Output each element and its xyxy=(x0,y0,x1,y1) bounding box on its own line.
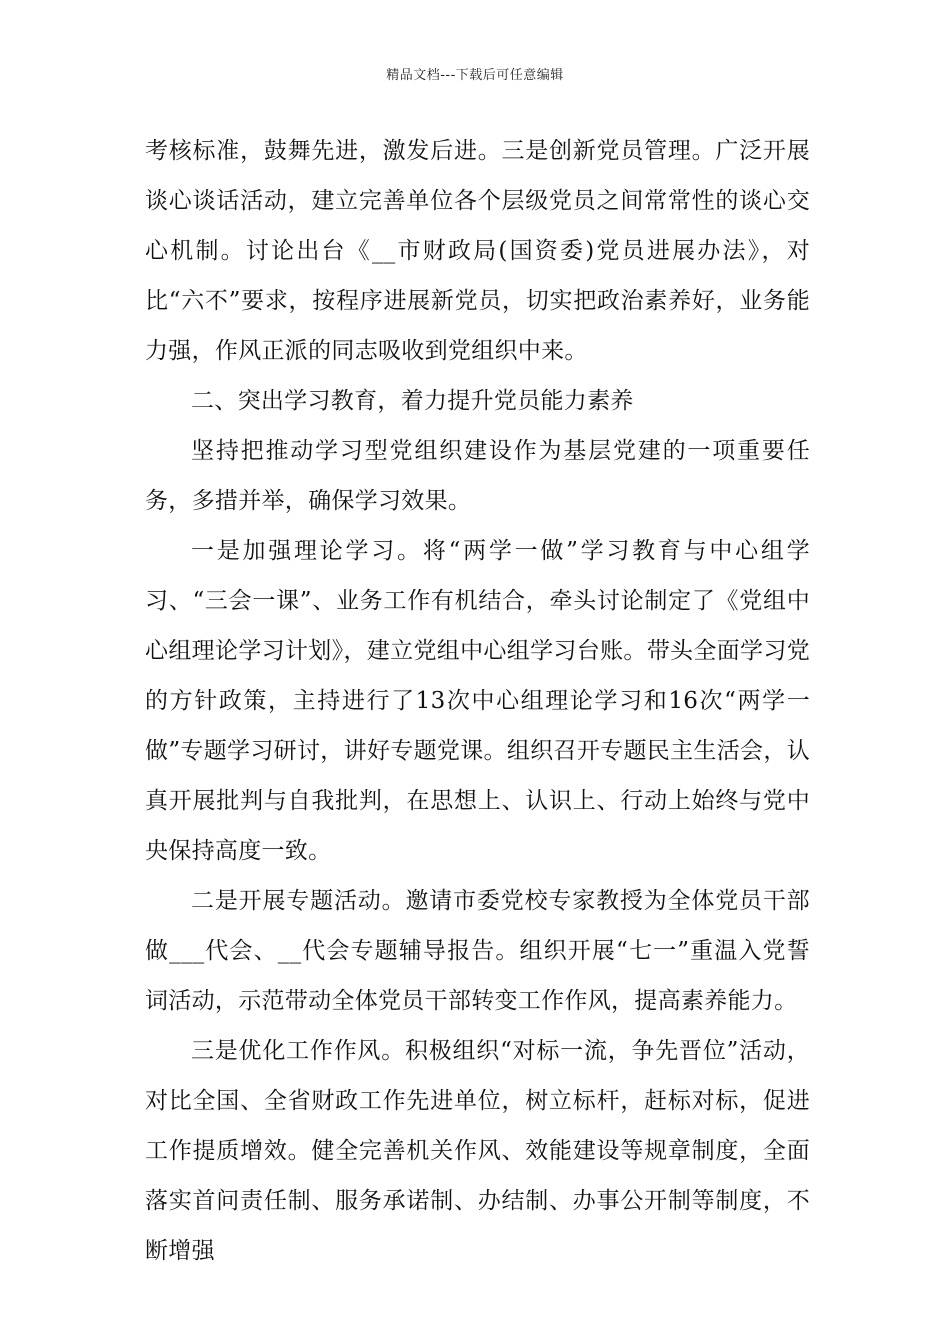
document-body xyxy=(145,126,810,1276)
section-heading: 二、突出学习教育，着力提升党员能力素养 xyxy=(191,388,634,414)
paragraph-1: 考核标准，鼓舞先进，激发后进。三是创新党员管理。广泛开展谈心谈话活动，建立完善单位各个层级党员之间常常性的谈心交心机制。讨论出台《__市财政局(国资委)党员进展办法》，对比“六不”要求，按程序进展新党员，切实把政治素养好，业务能力强，作风正派的同志吸收到党组织中来。 xyxy=(145,138,810,364)
paragraph-2: 坚持把推动学习型党组织建设作为基层党建的一项重要任务，多措并举，确保学习效果。 xyxy=(145,438,810,514)
page-header: 精品文档---下载后可任意编辑 xyxy=(386,68,564,83)
paragraph-3: 一是加强理论学习。将“两学一做”学习教育与中心组学习、“三会一课”、业务工作有机结合，牵头讨论制定了《党组中心组理论学习计划》，建立党组中心组学习台账。带头全面学习党的方针政策，主持进行了13次中心组理论学习和16次“两学一做”专题学习研讨，讲好专题党课。组织召开专题民主生活会，认真开展批判与自我批判，在思想上、认识上、行动上始终与党中央保持高度一致。 xyxy=(145,538,810,864)
paragraph-5: 三是优化工作作风。积极组织“对标一流，争先晋位”活动，对比全国、全省财政工作先进单位，树立标杆，赶标对标，促进工作提质增效。健全完善机关作风、效能建设等规章制度，全面落实首问责任制、服务承诺制、办结制、办事公开制等制度，不断增强 xyxy=(145,1038,810,1264)
paragraph-4: 二是开展专题活动。邀请市委党校专家教授为全体党员干部做___代会、__代会专题辅导报告。组织开展“七一”重温入党誓词活动，示范带动全体党员干部转变工作作风，提高素养能力。 xyxy=(145,888,810,1014)
